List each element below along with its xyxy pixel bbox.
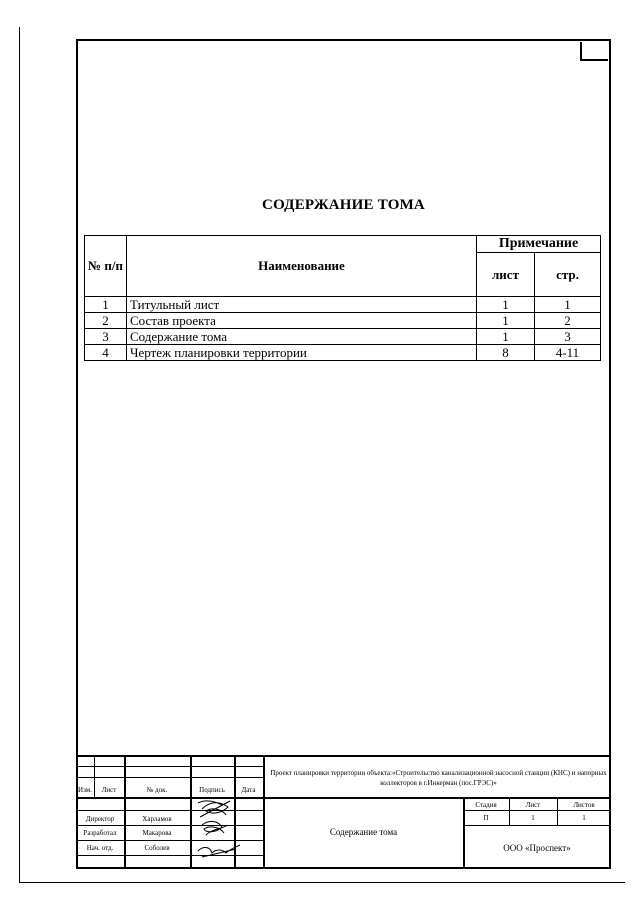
table-row: [85, 313, 601, 329]
stamp-role: Директор: [85, 815, 115, 823]
row-name: Состав проекта: [127, 313, 477, 329]
stamp-role: Разработал: [83, 829, 117, 837]
stamp-line-top: [76, 755, 611, 757]
stamp-col-date: Дата: [241, 786, 256, 794]
row-number: 2: [85, 313, 127, 329]
page-title: СОДЕРЖАНИЕ ТОМА: [262, 197, 425, 213]
header-sheet: лист: [477, 253, 535, 297]
row-page: 3: [535, 329, 601, 345]
row-sheet: 1: [477, 313, 535, 329]
row-sheet: 8: [477, 345, 535, 361]
row-name: Чертеж планировки территории: [127, 345, 477, 361]
table-row: [85, 329, 601, 345]
row-sheet: 1: [477, 297, 535, 313]
row-number: 4: [85, 345, 127, 361]
contents-table: [84, 235, 601, 361]
row-number: 1: [85, 297, 127, 313]
table-row: [85, 345, 601, 361]
stamp-line-main: [76, 797, 611, 799]
stamp-col-signature: Подпись: [199, 786, 225, 794]
sheets-value: 1: [582, 814, 586, 822]
header-note: Примечание: [477, 236, 601, 253]
stamp-line: [263, 755, 265, 869]
header-number: № п/п: [85, 236, 127, 297]
drawing-frame: [76, 39, 611, 869]
stamp-line: [463, 810, 611, 811]
stamp-line: [463, 825, 611, 826]
title-block: [76, 755, 611, 869]
stamp-role: Нач. отд.: [86, 844, 114, 852]
signatures: [192, 799, 244, 865]
header-page: стр.: [535, 253, 601, 297]
sheet-value: 1: [531, 814, 535, 822]
row-sheet: 1: [477, 329, 535, 345]
sheet-label: Лист: [525, 801, 541, 809]
stamp-person: Харламов: [142, 815, 172, 823]
sheets-label: Листов: [573, 801, 595, 809]
sheet-title: Содержание тома: [329, 827, 398, 837]
table-row: [85, 297, 601, 313]
project-title: Проект планировки территории объекта:«Строительство канализационной насосной станции (КНС) и напорных коллекторов в г.Инкерман (пос.ГРЭС)»: [270, 769, 607, 787]
row-page: 1: [535, 297, 601, 313]
stamp-col-doc-no: № док.: [146, 786, 168, 794]
stamp-col-change: Изм.: [78, 786, 92, 794]
stage-label: Стадия: [475, 801, 497, 809]
row-name: Содержание тома: [127, 329, 477, 345]
stamp-person: Соболев: [144, 844, 170, 852]
stamp-col-sheet: Лист: [101, 786, 117, 794]
stamp-person: Макарова: [142, 829, 172, 837]
stage-value: П: [483, 814, 489, 822]
row-number: 3: [85, 329, 127, 345]
corner-stamp-box: [580, 42, 608, 61]
organization: ООО «Проспект»: [503, 843, 571, 853]
row-page: 2: [535, 313, 601, 329]
row-name: Титульный лист: [127, 297, 477, 313]
header-name: Наименование: [127, 236, 477, 297]
row-page: 4-11: [535, 345, 601, 361]
